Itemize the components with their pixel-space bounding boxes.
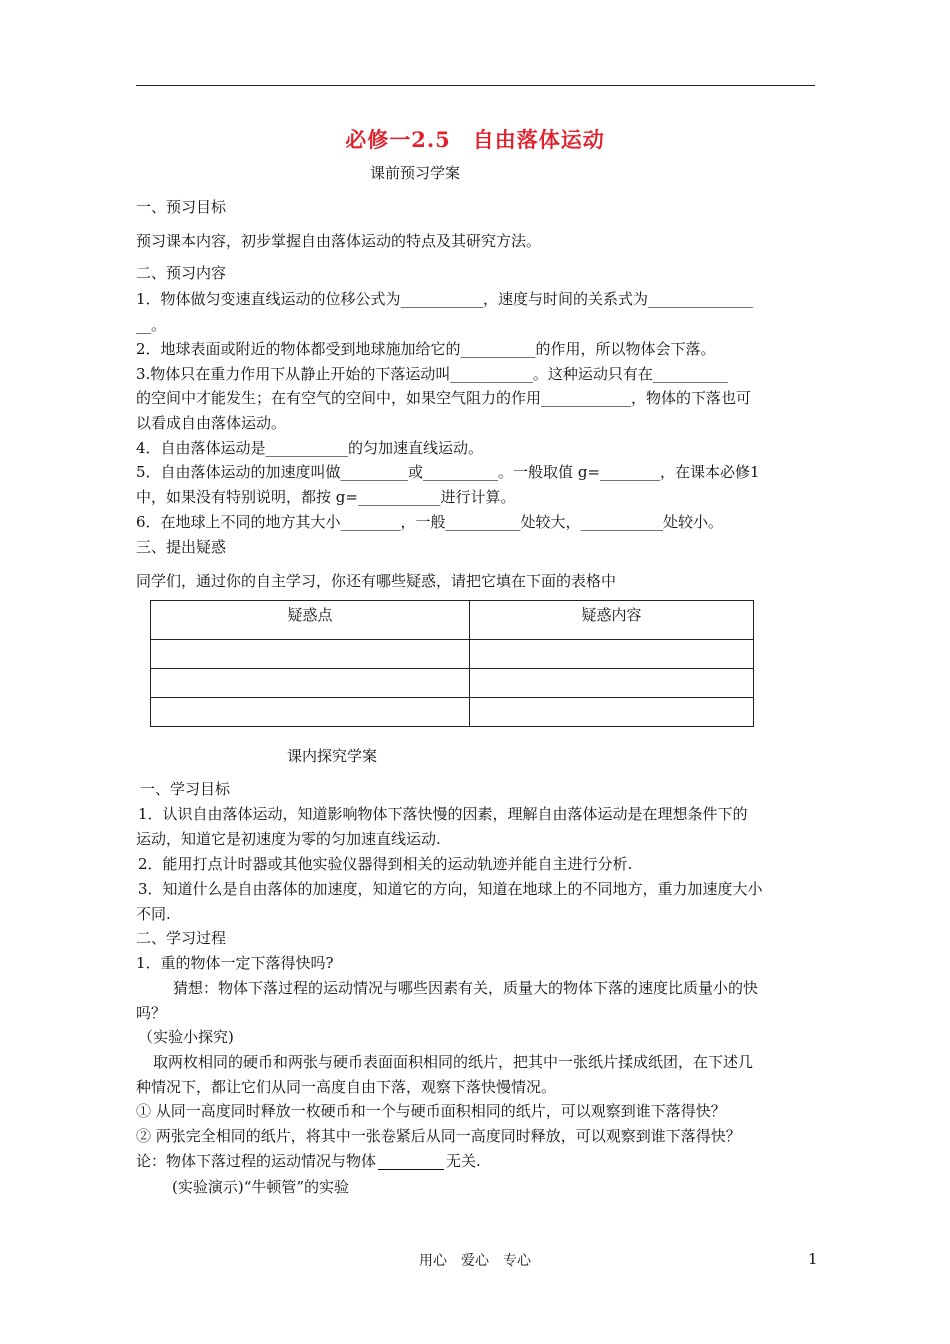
text-line: 以看成自由落体运动。 [136,414,287,432]
table-cell [470,669,754,698]
text-line: 1．重的物体一定下落得快吗? [136,954,334,972]
text-line: 6．在地球上不同的地方其大小________，一般__________处较大，___________处较小。 [136,513,724,531]
text-line: 中，如果没有特别说明，都按 g=___________进行计算。 [136,488,516,506]
text-line: 1．认识自由落体运动，知道影响物体下落快慢的因素，理解自由落体运动是在理想条件下的 [138,805,748,823]
text-line: 1．物体做匀变速直线运动的位移公式为___________，速度与时间的关系式为______________ [136,290,754,308]
text-line: 种情况下，都让它们从同一高度自由下落，观察下落快慢情况。 [136,1078,557,1096]
table-row [151,698,754,727]
column-header: 疑惑点 [151,601,470,640]
text-line: 不同. [136,905,171,923]
text-line: ① 从同一高度同时释放一枚硬币和一个与硬币面积相同的纸片，可以观察到谁下落得快？ [136,1102,726,1120]
doubt-table [150,600,754,727]
header-rule [136,85,815,86]
table-cell [151,669,470,698]
conclusion-tail: 无关. [446,1152,481,1170]
answer-blank [378,1155,444,1170]
subtitle-preview: 课前预习学案 [370,164,461,182]
paragraph: 同学们，通过你的自主学习，你还有哪些疑惑，请把它填在下面的表格中 [136,572,617,590]
text-line: 2．能用打点计时器或其他实验仪器得到相关的运动轨迹并能自主进行分析. [138,855,633,873]
table-row [151,669,754,698]
section-heading: 一、学习目标 [140,780,231,798]
section-heading: 一、预习目标 [136,198,227,216]
text-line: 猜想：物体下落过程的运动情况与哪些因素有关，质量大的物体下落的速度比质量小的快 [173,979,759,997]
text-line: 3.物体只在重力作用下从静止开始的下落运动叫___________。这种运动只有在__________ [136,365,728,383]
table-cell [151,698,470,727]
text-line [136,1152,481,1170]
text-line: 2．地球表面或附近的物体都受到地球施加给它的__________的作用，所以物体会下落。 [136,340,716,358]
page-number: 1 [808,1250,818,1268]
text-line: ② 两张完全相同的纸片，将其中一张卷紧后从同一高度同时释放，可以观察到谁下落得快？ [136,1127,741,1145]
paragraph: 预习课本内容，初步掌握自由落体运动的特点及其研究方法。 [136,232,542,250]
text-line: 取两枚相同的硬币和两张与硬币表面面积相同的纸片，把其中一张纸片揉成纸团，在下述几 [153,1053,754,1071]
subtitle-inclass: 课内探究学案 [287,747,378,765]
text-line: 3．知道什么是自由落体的加速度，知道它的方向，知道在地球上的不同地方，重力加速度大小 [138,880,763,898]
table-header-row [151,601,754,640]
table-cell [470,640,754,669]
conclusion-text: 论：物体下落过程的运动情况与物体 [136,1152,377,1170]
text-line: 的空间中才能发生；在有空气的空间中，如果空气阻力的作用____________，物体的下落也可 [136,389,752,407]
table-row [151,640,754,669]
text-line: 4．自由落体运动是___________的匀加速直线运动。 [136,439,484,457]
section-heading: 二、学习过程 [136,929,227,947]
text-line: （实验小探究) [138,1028,234,1046]
column-header: 疑惑内容 [470,601,754,640]
text-line: (实验演示)“牛顿管”的实验 [172,1178,350,1196]
text-line: 吗？ [136,1004,167,1022]
text-line: 运动，知道它是初速度为零的匀加速直线运动. [136,830,441,848]
section-heading: 二、预习内容 [136,264,227,282]
text-line: 5．自由落体运动的加速度叫做_________或__________。一般取值 g=________，在课本必修1 [136,463,760,481]
footer-motto: 用心 爱心 专心 [419,1253,531,1269]
table-cell [470,698,754,727]
text-line: __。 [136,316,167,334]
page-title: 必修一2.5 自由落体运动 [345,127,605,152]
table-cell [151,640,470,669]
section-heading: 三、提出疑惑 [136,538,227,556]
